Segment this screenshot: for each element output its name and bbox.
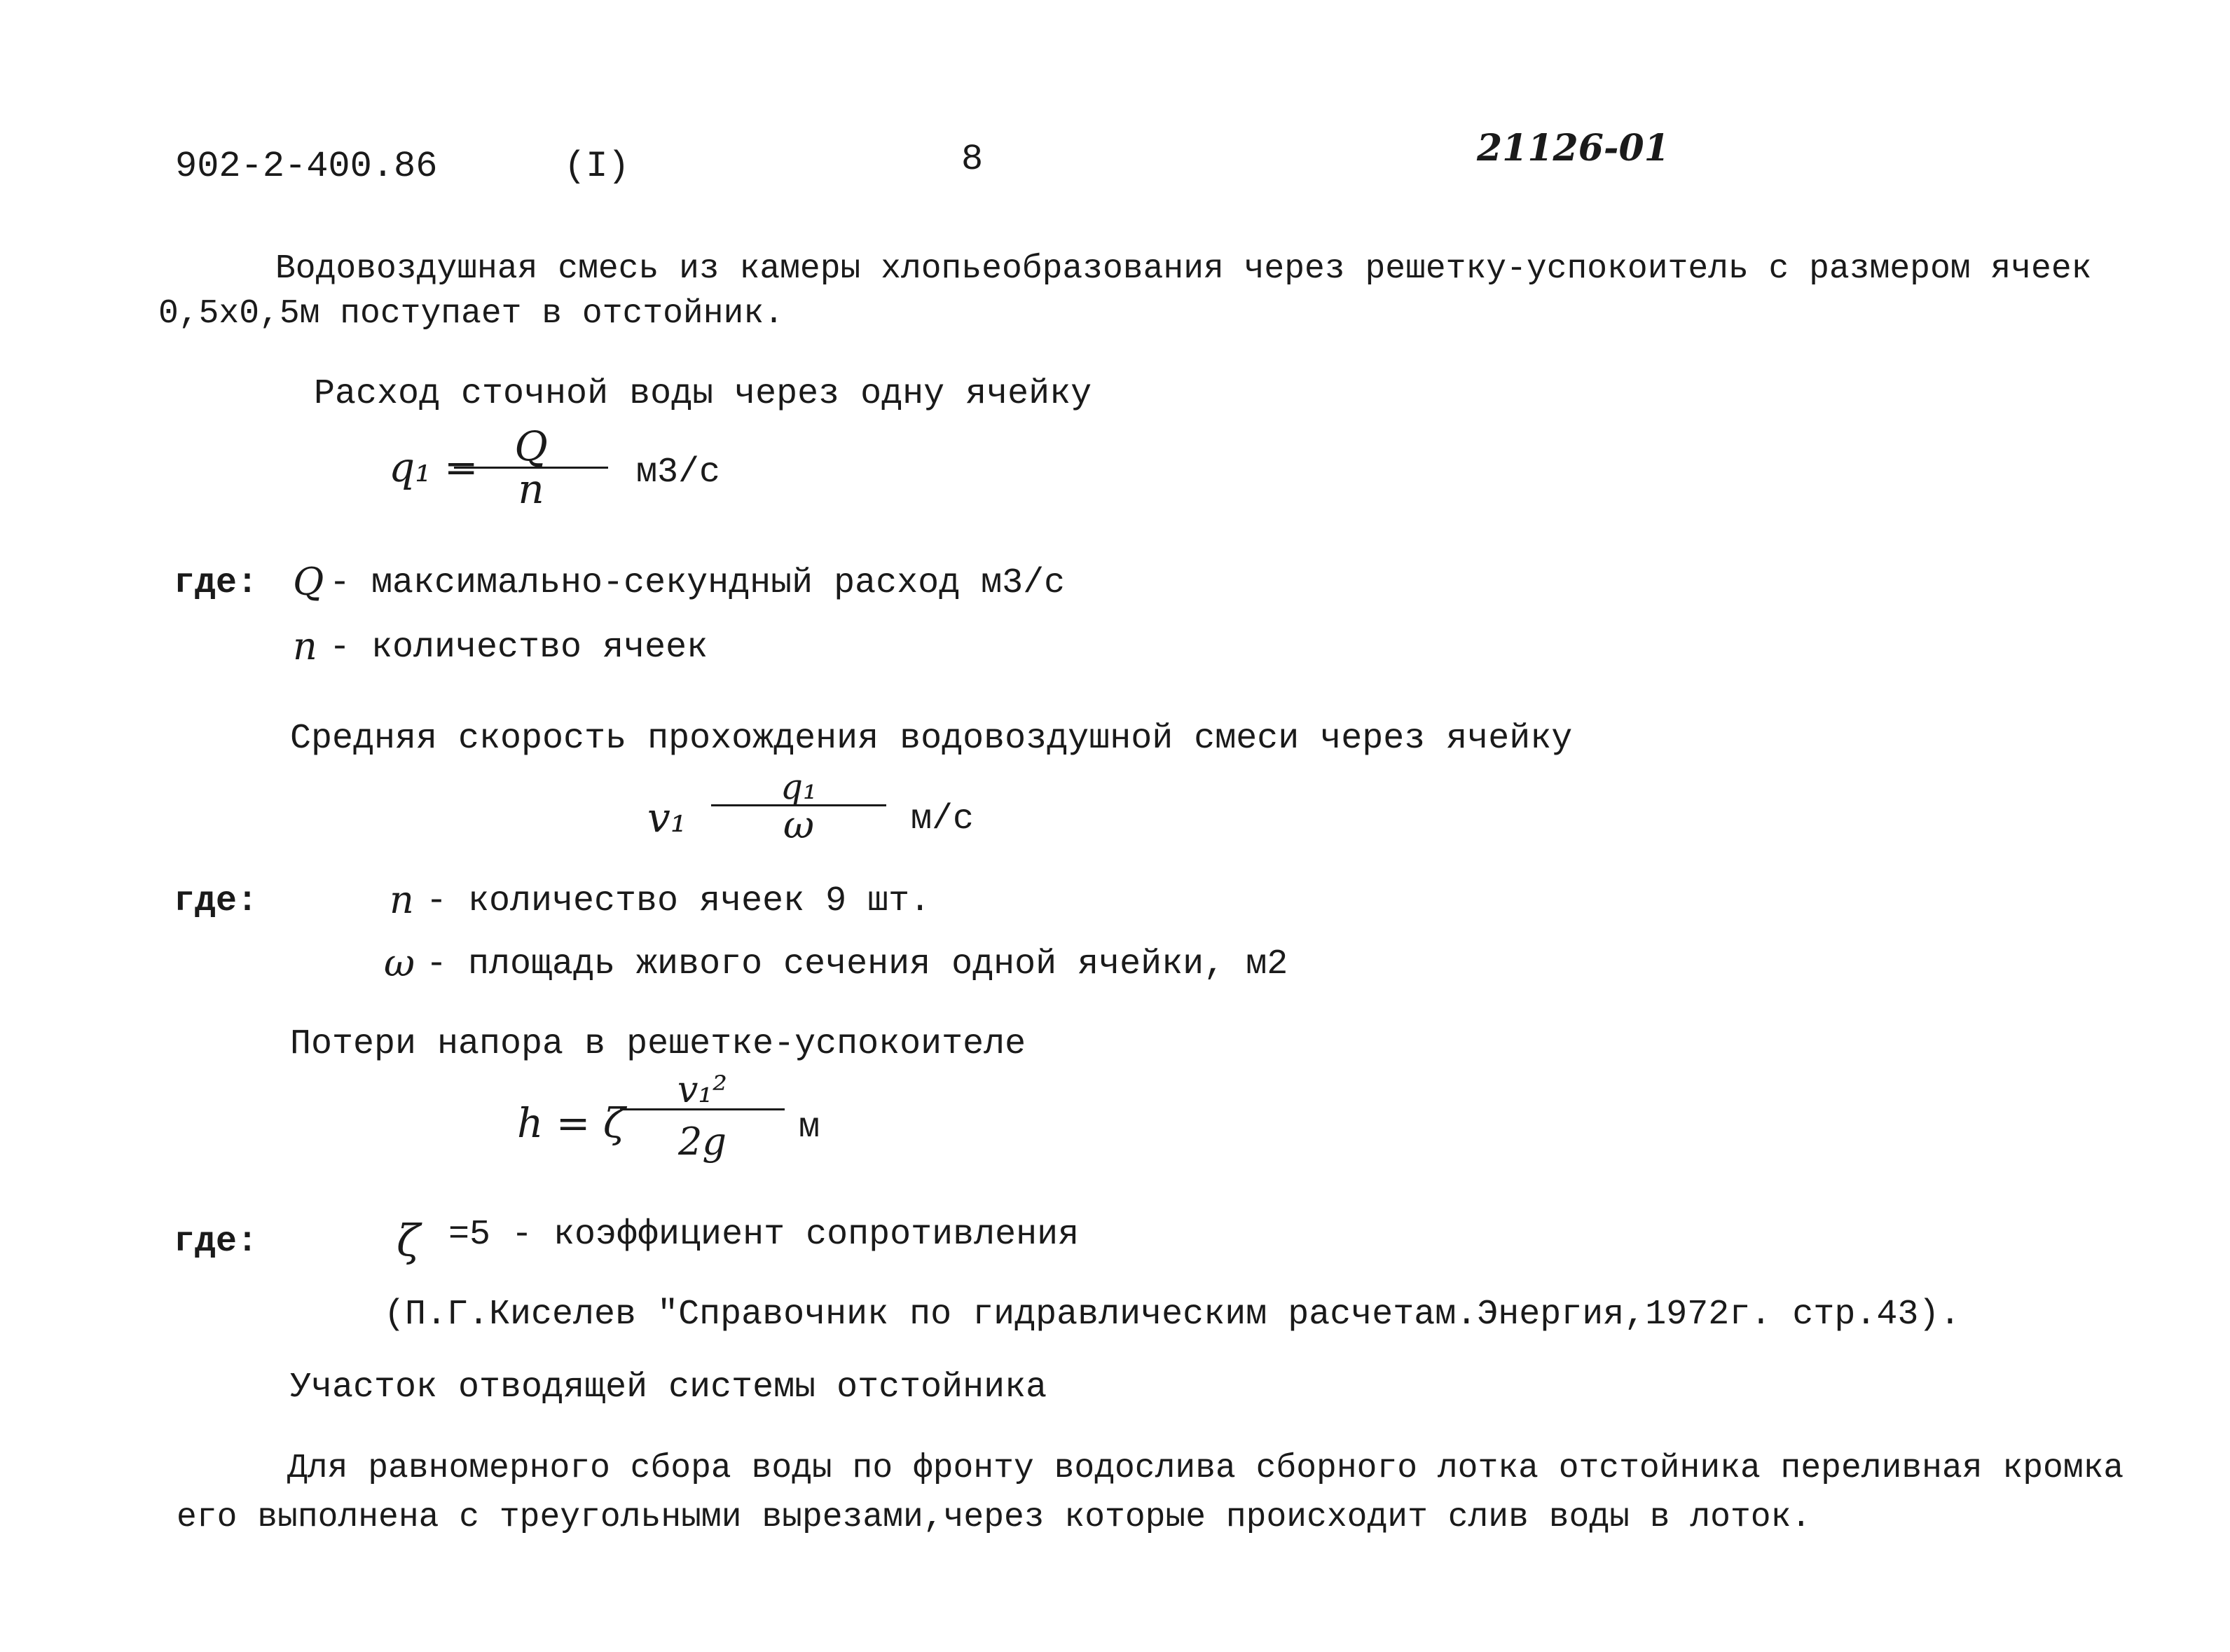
flow-numerator: Q	[514, 422, 548, 470]
where1-text-Q: - максимально-секундный расход м3/с	[329, 563, 1066, 603]
reference-citation: (П.Г.Киселев "Справочник по гидравлическим расчетам.Энергия,1972г. стр.43).	[384, 1295, 1961, 1335]
outlet-line-2: его выполнена с треугольными вырезами,через которые происходит слив воды в лоток.	[177, 1499, 1812, 1536]
outlet-heading: Участок отводящей системы отстойника	[290, 1368, 1047, 1407]
where2-symbol-omega: ω	[384, 941, 415, 985]
headloss-denominator: 2g	[678, 1120, 727, 1164]
outlet-line-1: Для равномерного сбора воды по фронту водослива сборного лотка отстойника переливная кромка	[287, 1450, 2124, 1487]
flow-denominator: n	[518, 465, 544, 513]
where3-symbol-zeta: ζ	[397, 1215, 420, 1266]
headloss-unit: м	[799, 1108, 820, 1148]
page-number: 8	[961, 139, 984, 180]
flow-lhs: q₁ =	[389, 443, 479, 491]
document-number: 902-2-400.86	[175, 146, 438, 187]
intro-line-1: Водовоздушная смесь из камеры хлопьеобразования через решетку-успокоитель с размером ячеек	[275, 250, 2092, 288]
where-label-1: где:	[174, 563, 259, 603]
headloss-lhs: h = ζ	[517, 1099, 626, 1147]
where2-text-n: - количество ячеек 9 шт.	[426, 881, 931, 921]
where3-text: =5 - коэффициент сопротивления	[448, 1215, 1080, 1255]
where2-text-omega: - площадь живого сечения одной ячейки, м2	[426, 944, 1288, 984]
headloss-heading: Потери напора в решетке-успокоителе	[290, 1024, 1026, 1064]
handwritten-stamp: 21126-01	[1477, 127, 1670, 170]
headloss-fraction	[620, 1069, 785, 1164]
velocity-heading: Средняя скорость прохождения водовоздушной смеси через ячейку	[290, 719, 1573, 759]
section-number: (I)	[564, 146, 630, 187]
flow-heading: Расход сточной воды через одну ячейку	[314, 374, 1092, 414]
velocity-fraction	[711, 766, 886, 847]
where2-symbol-n: n	[390, 878, 414, 922]
velocity-denominator: ω	[783, 803, 815, 847]
headloss-numerator: v₁²	[677, 1069, 728, 1111]
velocity-numerator: q₁	[780, 766, 818, 807]
where1-text-n: - количество ячеек	[329, 628, 708, 668]
velocity-lhs: v₁	[647, 794, 687, 841]
where-label-3: где:	[174, 1222, 259, 1262]
where1-symbol-Q: Q	[293, 560, 324, 604]
where-label-2: где:	[174, 881, 259, 921]
velocity-unit: м/с	[911, 799, 975, 839]
flow-unit: м3/с	[636, 453, 721, 493]
intro-line-2: 0,5х0,5м поступает в отстойник.	[158, 295, 784, 333]
where1-symbol-n: n	[293, 624, 317, 668]
flow-fraction	[454, 422, 608, 513]
